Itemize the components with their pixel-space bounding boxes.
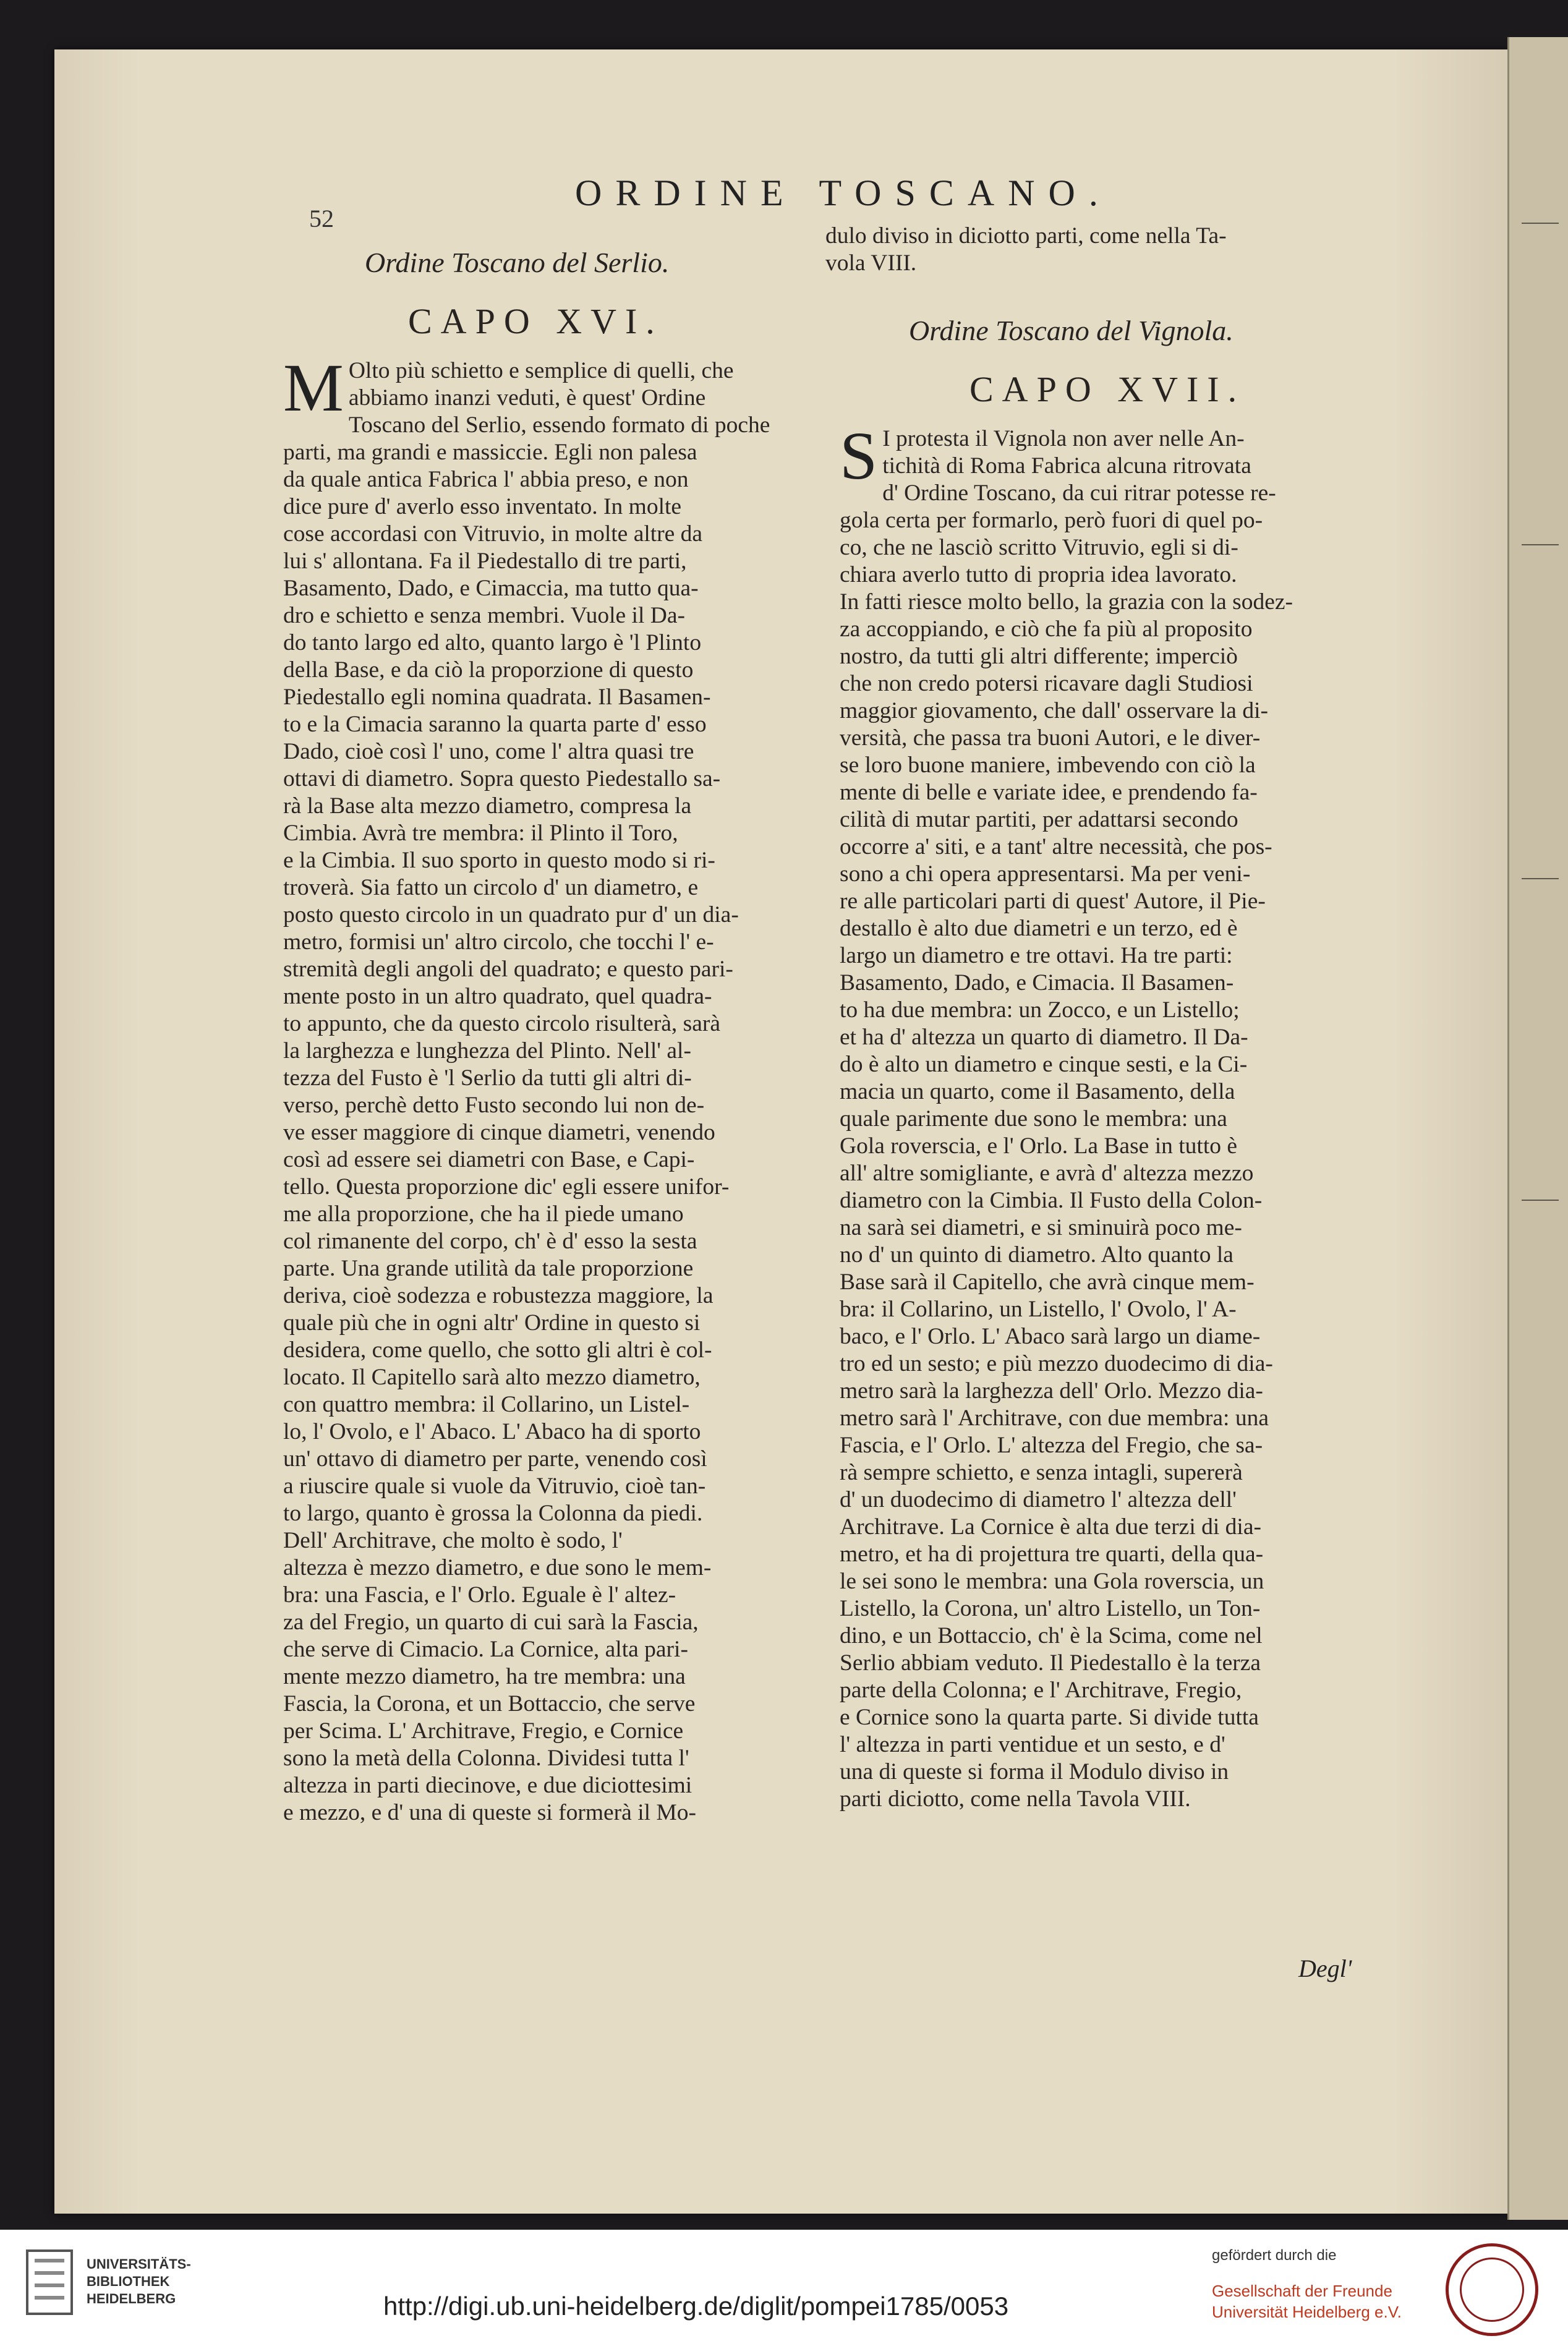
right-section-heading: Ordine Toscano del Vignola.: [909, 315, 1234, 346]
text-line: Gola roverscia, e l' Orlo. La Base in tutto è: [840, 1133, 1238, 1159]
text-line: sono la metà della Colonna. Dividesi tutta l': [283, 1746, 689, 1771]
society-name[interactable]: [1212, 2280, 1402, 2322]
text-line: I protesta il Vignola non aver nelle An-: [882, 426, 1245, 451]
permalink-url[interactable]: http://digi.ub.uni-heidelberg.de/diglit/pompei1785/0053: [383, 2292, 1009, 2321]
text-line: Fascia, e l' Orlo. L' altezza del Fregio, che sa-: [840, 1433, 1263, 1458]
text-line: ve esser maggiore di cinque diametri, venendo: [283, 1120, 715, 1145]
text-line: mente posto in un altro quadrato, quel quadra-: [283, 984, 712, 1009]
text-line: no d' un quinto di diametro. Alto quanto la: [840, 1242, 1234, 1268]
text-line: za accoppiando, e ciò che fa più al proposito: [840, 616, 1253, 642]
university-seal-icon: [1446, 2243, 1538, 2336]
text-line: che serve di Cimacio. La Cornice, alta pari-: [283, 1637, 688, 1662]
text-line: un' ottavo di diametro per parte, venendo così: [283, 1446, 707, 1472]
fold-mark: [1522, 1200, 1559, 1201]
text-line: Dell' Architrave, che molto è sodo, l': [283, 1528, 623, 1553]
library-name: [87, 2256, 191, 2308]
text-line: cose accordasi con Vitruvio, in molte altre da: [283, 521, 703, 547]
page-number: 52: [309, 205, 334, 232]
text-line: lui s' allontana. Fa il Piedestallo di tre parti,: [283, 548, 687, 574]
fold-mark: [1522, 223, 1559, 224]
text-line: Listello, la Corona, un' altro Listello, un Ton-: [840, 1596, 1261, 1621]
text-line: l' altezza in parti ventidue et un sesto, e d': [840, 1732, 1225, 1757]
left-text-column: [283, 350, 827, 1827]
text-line: lo, l' Ovolo, e l' Abaco. L' Abaco ha di sporto: [283, 1419, 701, 1444]
text-line: metro, formisi un' altro circolo, che tocchi l' e-: [283, 929, 714, 955]
left-dropcap: M: [283, 350, 344, 425]
text-line: che non credo potersi ricavare dagli Studiosi: [840, 671, 1253, 696]
text-line: quale parimente due sono le membra: una: [840, 1106, 1227, 1132]
text-line: tichità di Roma Fabrica alcuna ritrovata: [882, 453, 1251, 479]
text-line: dice pure d' averlo esso inventato. In molte: [283, 494, 682, 519]
text-line: do è alto un diametro e cinque sesti, e la Ci-: [840, 1052, 1248, 1077]
text-line: bra: il Collarino, un Listello, l' Ovolo, l' A-: [840, 1297, 1237, 1322]
text-line: a riuscire quale si vuole da Vitruvio, cioè tan-: [283, 1473, 706, 1499]
text-line: Toscano del Serlio, essendo formato di poche: [348, 412, 770, 438]
text-line: quale più che in ogni altr' Ordine in questo si: [283, 1310, 701, 1336]
fold-mark: [1522, 544, 1559, 545]
text-line: con quattro membra: il Collarino, un Listel-: [283, 1392, 690, 1417]
text-line: chiara averlo tutto di propria idea lavorato.: [840, 562, 1237, 587]
text-line: mente mezzo diametro, ha tre membra: una: [283, 1664, 686, 1689]
text-line: Dado, cioè così l' uno, come l' altra quasi tre: [283, 739, 694, 764]
text-line: metro sarà l' Architrave, con due membra: una: [840, 1405, 1269, 1431]
text-line: Fascia, la Corona, et un Bottaccio, che serve: [283, 1691, 696, 1716]
text-line: e la Cimbia. Il suo sporto in questo modo si ri-: [283, 848, 715, 873]
seal-inner-ring: [1460, 2258, 1524, 2322]
right-chapter-title: CAPO XVII.: [969, 369, 1246, 409]
text-line: e Cornice sono la quarta parte. Si divide tutta: [840, 1705, 1259, 1730]
text-line: dino, e un Bottaccio, ch' è la Scima, come nel: [840, 1623, 1263, 1648]
text-line: tro ed un sesto; e più mezzo duodecimo di dia-: [840, 1351, 1273, 1376]
text-line: parti, ma grandi e massiccie. Egli non palesa: [283, 440, 697, 465]
text-line: bra: una Fascia, e l' Orlo. Eguale è l' altez-: [283, 1582, 676, 1608]
text-line: col rimanente del corpo, ch' è d' esso la sesta: [283, 1229, 697, 1254]
text-line: versità, che passa tra buoni Autori, e le diver-: [840, 725, 1261, 751]
society-line: Universität Heidelberg e.V.: [1212, 2303, 1402, 2321]
text-line: desidera, come quello, che sotto gli altri è col-: [283, 1337, 712, 1363]
text-line: sono a chi opera appresentarsi. Ma per veni-: [840, 861, 1251, 887]
library-line: BIBLIOTHEK: [87, 2274, 170, 2289]
text-line: le sei sono le membra: una Gola roverscia, un: [840, 1569, 1264, 1594]
running-head: ORDINE TOSCANO.: [575, 173, 1112, 213]
text-line: della Base, e da ciò la proporzione di questo: [283, 657, 694, 683]
text-line: parti diciotto, come nella Tavola VIII.: [840, 1786, 1191, 1812]
text-line: In fatti riesce molto bello, la grazia con la sodez-: [840, 589, 1293, 615]
text-line: metro sarà la larghezza dell' Orlo. Mezzo dia-: [840, 1378, 1263, 1404]
text-line: baco, e l' Orlo. L' Abaco sarà largo un diame-: [840, 1324, 1261, 1349]
text-line: maggior giovamento, che dall' osservare la di-: [840, 698, 1268, 723]
text-line: parte della Colonna; e l' Architrave, Fregio,: [840, 1678, 1242, 1703]
text-line: posto questo circolo in un quadrato pur d' un dia-: [283, 902, 739, 927]
text-line: co, che ne lasciò scritto Vitruvio, egli si di-: [840, 535, 1238, 560]
text-line: se loro buone maniere, imbevendo con ciò la: [840, 753, 1256, 778]
text-line: diametro con la Cimbia. Il Fusto della Colon-: [840, 1188, 1263, 1213]
text-line: rà la Base alta mezzo diametro, compresa la: [283, 793, 692, 819]
text-line: altezza in parti diecinove, e due diciottesimi: [283, 1773, 692, 1798]
text-line: locato. Il Capitello sarà alto mezzo diametro,: [283, 1365, 701, 1390]
text-line: Cimbia. Avrà tre membra: il Plinto il Toro,: [283, 821, 678, 846]
foldout-plate-edge: [1507, 37, 1568, 2220]
text-line: e mezzo, e d' una di queste si formerà il Mo-: [283, 1800, 696, 1825]
text-line: una di queste si forma il Modulo diviso in: [840, 1759, 1229, 1785]
text-line: ottavi di diametro. Sopra questo Piedestallo sa-: [283, 766, 721, 791]
left-section-heading: Ordine Toscano del Serlio.: [365, 247, 670, 278]
text-line: cilità di mutar partiti, per adattarsi secondo: [840, 807, 1238, 832]
text-line: Serlio abbiam veduto. Il Piedestallo è la terza: [840, 1650, 1261, 1676]
text-line: all' altre somigliante, e avrà d' altezza mezzo: [840, 1161, 1254, 1186]
text-line: Basamento, Dado, e Cimacia. Il Basamen-: [840, 970, 1234, 996]
text-line: occorre a' siti, e a tant' altre necessità, che pos-: [840, 834, 1272, 859]
text-line: do tanto largo ed alto, quanto largo è 'l Plinto: [283, 630, 702, 655]
text-line: così ad essere sei diametri con Base, e Capi-: [283, 1147, 695, 1172]
text-line: destallo è alto due diametri e un terzo, ed è: [840, 916, 1238, 941]
text-line: da quale antica Fabrica l' abbia preso, e non: [283, 467, 689, 492]
viewer-footer: [0, 2230, 1568, 2341]
text-line: Base sarà il Capitello, che avrà cinque mem-: [840, 1269, 1255, 1295]
text-line: to e la Cimacia saranno la quarta parte d' esso: [283, 712, 707, 737]
text-line: troverà. Sia fatto un circolo d' un diametro, e: [283, 875, 699, 900]
text-line: dro e schietto e senza membri. Vuole il Da-: [283, 603, 685, 628]
library-line: UNIVERSITÄTS-: [87, 2256, 191, 2272]
text-line: Piedestallo egli nomina quadrata. Il Basamen-: [283, 684, 711, 710]
text-line: dulo diviso in diciotto parti, come nella Ta-: [825, 223, 1227, 249]
text-line: Architrave. La Cornice è alta due terzi di dia-: [840, 1514, 1261, 1540]
fold-mark: [1522, 878, 1559, 879]
right-text-column: [840, 418, 1396, 1813]
text-line: to largo, quanto è grossa la Colonna da piedi.: [283, 1501, 703, 1526]
text-line: stremità degli angoli del quadrato; e questo pari-: [283, 957, 733, 982]
text-line: verso, perchè detto Fusto secondo lui non de-: [283, 1093, 705, 1118]
text-line: et ha d' altezza un quarto di diametro. Il Da-: [840, 1025, 1248, 1050]
catchword: Degl': [1298, 1955, 1352, 1982]
text-line: d' Ordine Toscano, da cui ritrar potesse re-: [882, 480, 1276, 506]
text-line: altezza è mezzo diametro, e due sono le mem-: [283, 1555, 712, 1580]
right-dropcap: S: [840, 418, 878, 493]
text-line: za del Fregio, un quarto di cui sarà la Fascia,: [283, 1610, 699, 1635]
society-line: Gesellschaft der Freunde: [1212, 2282, 1392, 2300]
text-line: parte. Una grande utilità da tale proporzione: [283, 1256, 694, 1281]
library-logo-icon: [25, 2248, 74, 2316]
text-line: gola certa per formarlo, però fuori di quel po-: [840, 508, 1263, 533]
text-line: me alla proporzione, che ha il piede umano: [283, 1201, 684, 1227]
text-line: largo un diametro e tre ottavi. Ha tre parti:: [840, 943, 1233, 968]
text-line: tezza del Fusto è 'l Serlio da tutti gli altri di-: [283, 1065, 692, 1091]
text-line: nostro, da tutti gli altri differente; imperciò: [840, 644, 1238, 669]
text-line: to appunto, che da questo circolo risulterà, sarà: [283, 1011, 721, 1036]
text-line: rà sempre schietto, e senza intagli, supererà: [840, 1460, 1243, 1485]
text-line: deriva, cioè sodezza e robustezza maggiore, la: [283, 1283, 714, 1308]
right-intro-text: [825, 223, 1382, 277]
text-line: re alle particolari parti di quest' Autore, il Pie-: [840, 889, 1266, 914]
text-line: na sarà sei diametri, e si sminuirà poco me-: [840, 1215, 1242, 1240]
text-line: mente di belle e variate idee, e prendendo fa-: [840, 780, 1258, 805]
supported-by-label: gefördert durch die: [1212, 2247, 1337, 2264]
text-line: macia un quarto, come il Basamento, della: [840, 1079, 1235, 1104]
text-line: vola VIII.: [825, 250, 917, 276]
library-line: HEIDELBERG: [87, 2291, 176, 2306]
text-line: la larghezza e lunghezza del Plinto. Nell' al-: [283, 1038, 691, 1064]
text-line: tello. Questa proporzione dic' egli essere unifor-: [283, 1174, 730, 1200]
text-line: Basamento, Dado, e Cimaccia, ma tutto qua-: [283, 576, 699, 601]
text-line: abbiamo inanzi veduti, è quest' Ordine: [348, 385, 706, 411]
text-line: metro, et ha di projettura tre quarti, della qua-: [840, 1541, 1264, 1567]
text-line: d' un duodecimo di diametro l' altezza dell': [840, 1487, 1237, 1512]
text-line: to ha due membra: un Zocco, e un Listello;: [840, 997, 1240, 1023]
left-chapter-title: CAPO XVI.: [408, 301, 663, 341]
text-line: per Scima. L' Architrave, Fregio, e Cornice: [283, 1718, 684, 1744]
text-line: Olto più schietto e semplice di quelli, che: [348, 358, 734, 383]
